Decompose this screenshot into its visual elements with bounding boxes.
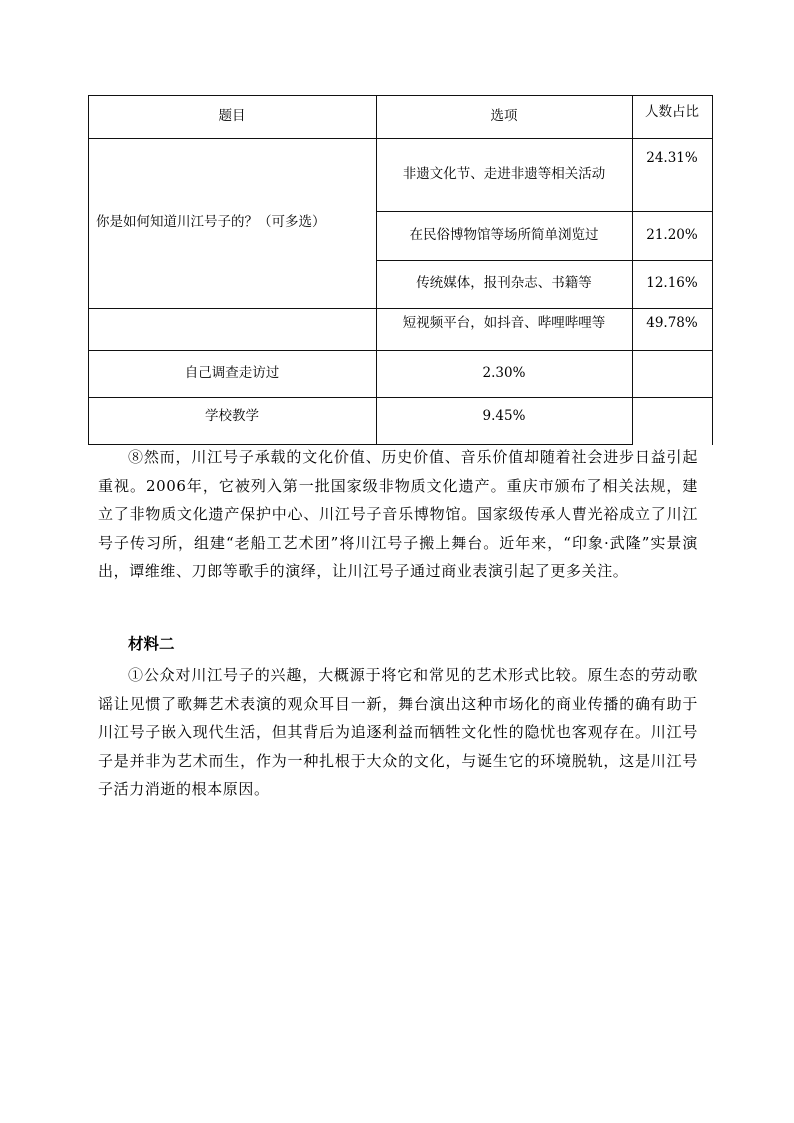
ratio-cell: 21.20% — [646, 226, 698, 243]
paragraph-1: ①公众对川江号子的兴趣，大概源于将它和常见的艺术形式比较。原生态的劳动歌谣让见惯了歌舞艺术表演的观众耳目一新，舞台演出这种市场化的商业传播的确有助于川江号子嵌入现代生活，但其背后为追逐利益而牺牲文化性的隐忧也客观存在。川江号子是并非为艺术而生，作为一种扎根于大众的文化，与诞生它的环境脱轨，这是川江号子活力消逝的根本原因。 — [98, 666, 698, 799]
option-cell: 在民俗博物馆等场所简单浏览过 — [409, 226, 599, 243]
header-options: 选项 — [490, 107, 518, 124]
header-ratio: 人数占比 — [645, 104, 699, 121]
option-cell: 自己调查走访过 — [184, 364, 280, 381]
table-rule — [712, 95, 713, 445]
ratio-cell: 24.31% — [646, 150, 698, 166]
ratio-cell: 2.30% — [482, 364, 526, 381]
option-cell: 非遗文化节、走进非遗等相关活动 — [402, 165, 606, 182]
question-cell: 你是如何知道川江号子的？（可多选） — [96, 214, 326, 231]
option-cell: 传统媒体，报刊杂志、书籍等 — [416, 275, 592, 292]
section-heading: 材料二 — [128, 635, 175, 653]
option-cell: 学校教学 — [205, 408, 259, 425]
ratio-cell: 9.45% — [482, 408, 526, 425]
survey-table — [88, 95, 713, 445]
ratio-cell: 12.16% — [646, 275, 698, 292]
header-topic: 题目 — [218, 107, 246, 124]
paragraph-8: ⑧然而，川江号子承载的文化价值、历史价值、音乐价值却随着社会进步日益引起重视。2006年，它被列入第一批国家级非物质文化遗产。重庆市颁布了相关法规，建立了非物质文化遗产保护中心、川江号子音乐博物馆。国家级传承人曹光裕成立了川江号子传习所，组建“老船工艺术团”将川江号子搬上舞台。近年来，“印象·武隆”实景演出，谭维维、刀郎等歌手的演绎，让川江号子通过商业表演引起了更多关注。 — [98, 448, 698, 581]
option-cell: 短视频平台，如抖音、哔哩哔哩等 — [402, 315, 606, 332]
ratio-cell: 49.78% — [646, 315, 698, 332]
